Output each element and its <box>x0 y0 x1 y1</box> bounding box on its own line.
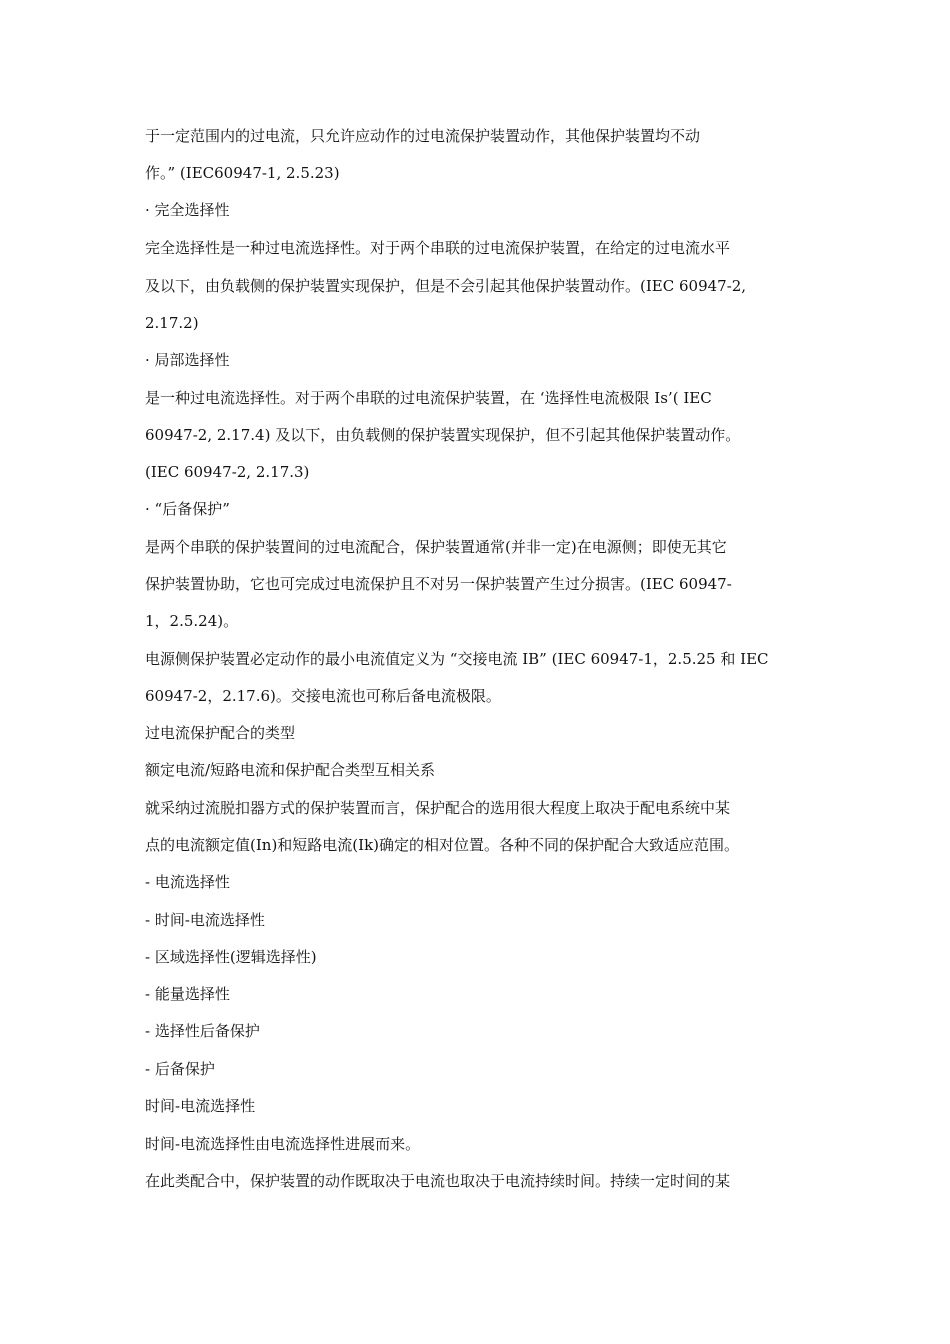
text-line: 时间-电流选择性由电流选择性进展而来。 <box>145 1135 421 1153</box>
text-line: 60947-2，2.17.6)。交接电流也可称后备电流极限。 <box>145 687 501 705</box>
text-line: 是两个串联的保护装置间的过电流配合，保护装置通常(并非一定)在电源侧；即使无其它 <box>145 538 727 556</box>
bullet-heading: · “后备保护” <box>145 500 230 518</box>
text-line: 60947-2, 2.17.4) 及以下，由负载侧的保护装置实现保护，但不引起其他保护装置动作。 <box>145 426 741 444</box>
list-item: - 选择性后备保护 <box>145 1022 260 1040</box>
section-heading: 额定电流/短路电流和保护配合类型互相关系 <box>145 761 436 779</box>
text-line: 2.17.2) <box>145 314 199 332</box>
list-item: - 时间-电流选择性 <box>145 911 265 929</box>
text-line: 1，2.5.24)。 <box>145 612 239 630</box>
text-line: 在此类配合中，保护装置的动作既取决于电流也取决于电流持续时间。持续一定时间的某 <box>145 1172 731 1190</box>
list-item: - 能量选择性 <box>145 985 230 1003</box>
text-line: 保护装置协助，它也可完成过电流保护且不对另一保护装置产生过分损害。(IEC 60947- <box>145 575 732 593</box>
text-line: 点的电流额定值(In)和短路电流(Ik)确定的相对位置。各种不同的保护配合大致适应范围。 <box>145 836 740 854</box>
section-heading: 时间-电流选择性 <box>145 1097 256 1115</box>
text-line: 作。” (IEC60947-1, 2.5.23) <box>145 164 340 182</box>
list-item: - 电流选择性 <box>145 873 230 891</box>
text-line: 完全选择性是一种过电流选择性。对于两个串联的过电流保护装置，在给定的过电流水平 <box>145 239 731 257</box>
list-item: - 区域选择性(逻辑选择性) <box>145 948 317 966</box>
list-item: - 后备保护 <box>145 1060 215 1078</box>
bullet-heading: · 完全选择性 <box>145 201 230 219</box>
section-heading: 过电流保护配合的类型 <box>145 724 296 742</box>
text-line: (IEC 60947-2, 2.17.3) <box>145 463 310 481</box>
bullet-heading: · 局部选择性 <box>145 351 230 369</box>
text-line: 电源侧保护装置必定动作的最小电流值定义为 “交接电流 IB” (IEC 60947-1，2.5.25 和 IEC <box>145 650 769 668</box>
text-line: 是一种过电流选择性。对于两个串联的过电流保护装置，在 ‘选择性电流极限 Is’( IEC <box>145 389 712 407</box>
text-line: 及以下，由负载侧的保护装置实现保护，但是不会引起其他保护装置动作。(IEC 60947-2, <box>145 277 747 295</box>
text-line: 于一定范围内的过电流，只允许应动作的过电流保护装置动作，其他保护装置均不动 <box>145 127 701 145</box>
text-line: 就采纳过流脱扣器方式的保护装置而言，保护配合的选用很大程度上取决于配电系统中某 <box>145 799 731 817</box>
